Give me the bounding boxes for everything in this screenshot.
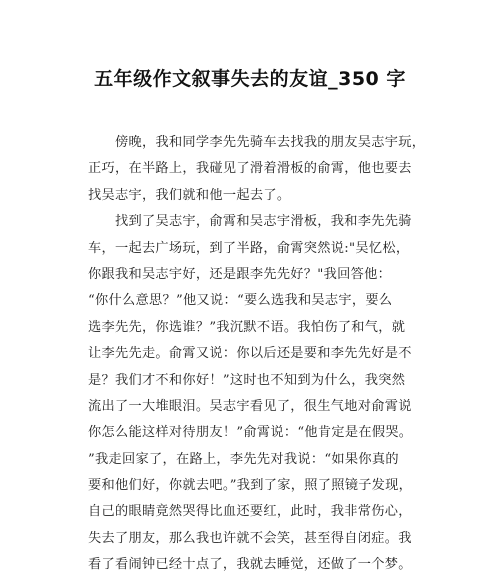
text-line: 选李先先，你选谁？”我沉默不语。我怕伤了和气，就 — [88, 319, 406, 335]
text-line: 你跟我和吴志宇好，还是跟李先先好？"我回答他： — [88, 266, 392, 282]
text-line: 找到了吴志宇，俞霄和吴志宇滑板，我和李先先骑 — [115, 214, 412, 230]
text-line: 看了看闹钟已经十点了，我就去睡觉，还做了一个梦。 — [88, 557, 412, 573]
text-line: 要和他们好，你就去吧。”我到了家，照了照镜子发现， — [88, 478, 413, 494]
text-line: 自己的眼睛竟然哭得比血还要红，此时，我非常伤心， — [88, 504, 412, 520]
text-line: 找吴志宇，我们就和他一起去了。 — [88, 187, 291, 203]
document-title: 五年级作文叙事失去的友谊_350 字 — [94, 68, 406, 90]
text-line: 失去了朋友，那么我也许就不会笑，甚至得自闭症。我 — [88, 530, 412, 546]
document-body — [88, 130, 428, 579]
text-line: ”我走回家了，在路上，李先先对我说：“如果你真的 — [88, 451, 399, 467]
text-line: 正巧，在半路上，我碰见了滑着滑板的俞霄，他也要去 — [88, 161, 412, 177]
text-line: 让李先先走。俞霄又说：你以后还是要和李先先好是不 — [88, 346, 412, 362]
text-line: 车，一起去广场玩，到了半路，俞霄突然说:"吴忆松， — [88, 240, 410, 256]
text-line: 是？我们才不和你好！”这时也不知到为什么，我突然 — [88, 372, 406, 388]
text-line: 流出了一大堆眼泪。吴志宇看见了，很生气地对俞霄说 — [88, 398, 412, 414]
text-line: 傍晚，我和同学李先先骑车去找我的朋友吴志宇玩， — [115, 135, 426, 150]
text-line: 你怎么能这样对待朋友！”俞霄说：“他肯定是在假哭。 — [88, 425, 413, 441]
text-line: “你什么意思？”他又说：“要么选我和吴志宇，要么 — [88, 293, 393, 309]
